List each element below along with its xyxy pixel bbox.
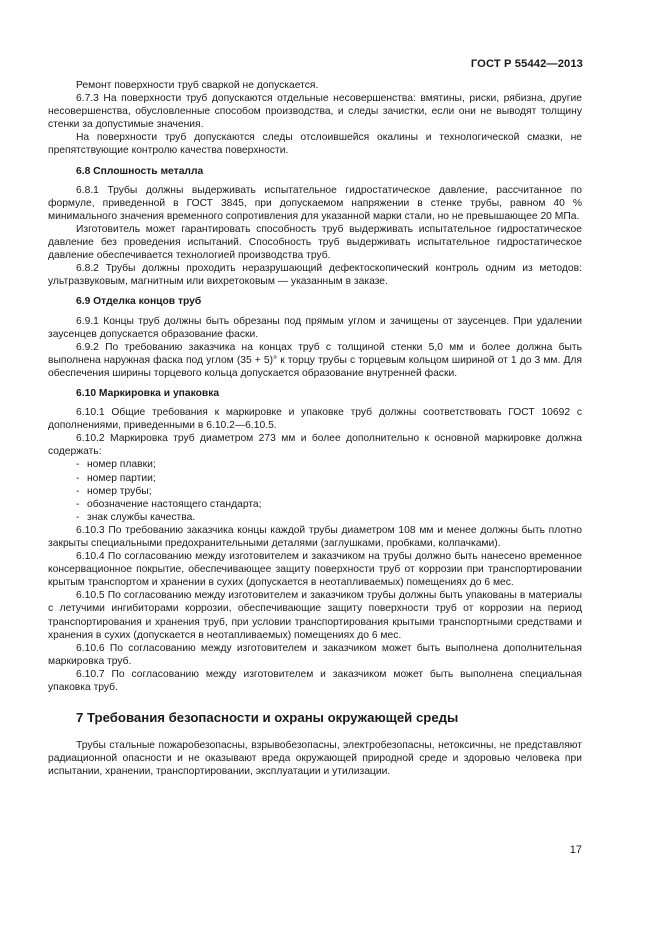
section-heading-7: 7 Требования безопасности и охраны окружающей среды xyxy=(76,710,459,726)
paragraph-6-7-3: 6.7.3 На поверхности труб допускаются отдельные несовершенства: вмятины, риски, рябизна, другие несовершенства, обусловленные способом производства, и следы зачистки, если они не выводят толщину стенки за допустимые значения. xyxy=(48,93,582,131)
list-item xyxy=(48,511,582,524)
paragraph-6-8-1: 6.8.1 Трубы должны выдерживать испытательное гидростатическое давление, рассчитанное по формуле, приведенной в ГОСТ 3845, при допускаемом напряжении в стенке трубы, равном 40 % минимального значения временного сопротивления для указанной марки стали, но не превышающее 20 МПа. xyxy=(48,184,582,222)
paragraph-7: Трубы стальные пожаробезопасны, взрывобезопасны, электробезопасны, нетоксичны, не представляют радиационной опасности и не оказывают вреда окружающей природной среде и здоровью человека при испытании, хранении, транспортировании, эксплуатации и утилизации. xyxy=(48,740,582,778)
list-dash: - xyxy=(76,511,80,523)
paragraph-6-10-3: 6.10.3 По требованию заказчика концы каждой трубы диаметром 108 мм и менее должны быть плотно закрыты специальными предохранительными деталями (заглушками, пробками, колпачками). xyxy=(48,524,582,549)
paragraph-6-10-7: 6.10.7 По согласованию между изготовителем и заказчиком может быть выполнена специальная упаковка труб. xyxy=(48,668,582,694)
paragraph-6-10-4: 6.10.4 По согласованию между изготовителем и заказчиком на трубы должно быть нанесено временное консервационное покрытие, обеспечивающее защиту поверхности труб от коррозии при транспортировании крытым транспортом и хранении в сухих (допускается в неотапливаемых) помещениях до 6 мес. xyxy=(48,551,582,589)
paragraph-6-8-2: 6.8.2 Трубы должны проходить неразрушающий дефектоскопический контроль одним из методов: ультразвуковым, магнитным или вихретоковым — указанным в заказе. xyxy=(48,263,582,288)
paragraph-6-9-1: 6.9.1 Концы труб должны быть обрезаны под прямым углом и зачищены от заусенцев. При удалении заусенцев допускается образование фаски. xyxy=(48,315,582,340)
standard-header: ГОСТ Р 55442—2013 xyxy=(470,58,583,70)
list-item-text: номер партии; xyxy=(87,472,156,484)
list-dash: - xyxy=(76,459,80,471)
list-item xyxy=(48,498,582,511)
paragraph: Ремонт поверхности труб сваркой не допускается. xyxy=(76,80,319,91)
list-item-text: знак службы качества. xyxy=(87,511,196,523)
section-heading-6-8: 6.8 Сплошность металла xyxy=(76,165,204,177)
paragraph-6-10-2: 6.10.2 Маркировка труб диаметром 273 мм и более дополнительно к основной маркировке должна содержать: xyxy=(48,433,582,458)
paragraph: На поверхности труб допускаются следы отслоившейся окалины и технологической смазки, не препятствующие контролю качества поверхности. xyxy=(48,132,582,157)
paragraph-6-10-6: 6.10.6 По согласованию между изготовителем и заказчиком может быть выполнена дополнительная маркировка труб. xyxy=(48,642,582,667)
paragraph-6-10-5: 6.10.5 По согласованию между изготовителем и заказчиком трубы должны быть упакованы в материалы с летучими ингибиторами коррозии, обеспечивающие защиту поверхности труб от коррозии на период транспортирования и хранения труб, при условии транспортирования крытыми транспортными средствами и хранения в сухих (допускается в неотапливаемых) помещениях до 6 мес. xyxy=(48,590,582,641)
paragraph: Изготовитель может гарантировать способность труб выдерживать испытательное гидростатическое давление без проведения испытаний. Способность труб выдерживать испытательное гидростатическое давление обеспечивается технологией производства труб. xyxy=(48,223,582,262)
section-heading-6-9: 6.9 Отделка концов труб xyxy=(76,296,202,308)
list-item xyxy=(48,485,582,498)
paragraph-6-10-1: 6.10.1 Общие требования к маркировке и упаковке труб должны соответствовать ГОСТ 10692 с дополнениями, приведенными в 6.10.2—6.10.5. xyxy=(48,407,582,432)
list-item-text: обозначение настоящего стандарта; xyxy=(87,498,262,510)
list-dash: - xyxy=(76,472,80,484)
list-item-text: номер плавки; xyxy=(87,459,156,471)
page-number: 17 xyxy=(569,844,582,856)
paragraph-6-9-2: 6.9.2 По требованию заказчика на концах труб с толщиной стенки 5,0 мм и более должна быть выполнена наружная фаска под углом (35 + 5)° к торцу трубы с торцевым кольцом шириной от 1 до 3 мм. Для обеспечения ширины торцевого кольца допускается образование внутренней фаски. xyxy=(48,341,582,379)
list-item-text: номер трубы; xyxy=(87,485,152,497)
list-dash: - xyxy=(76,498,80,510)
list-item xyxy=(48,472,582,485)
list-dash: - xyxy=(76,485,80,497)
list-item xyxy=(48,458,582,471)
document-body xyxy=(48,79,582,779)
section-heading-6-10: 6.10 Маркировка и упаковка xyxy=(76,387,220,399)
